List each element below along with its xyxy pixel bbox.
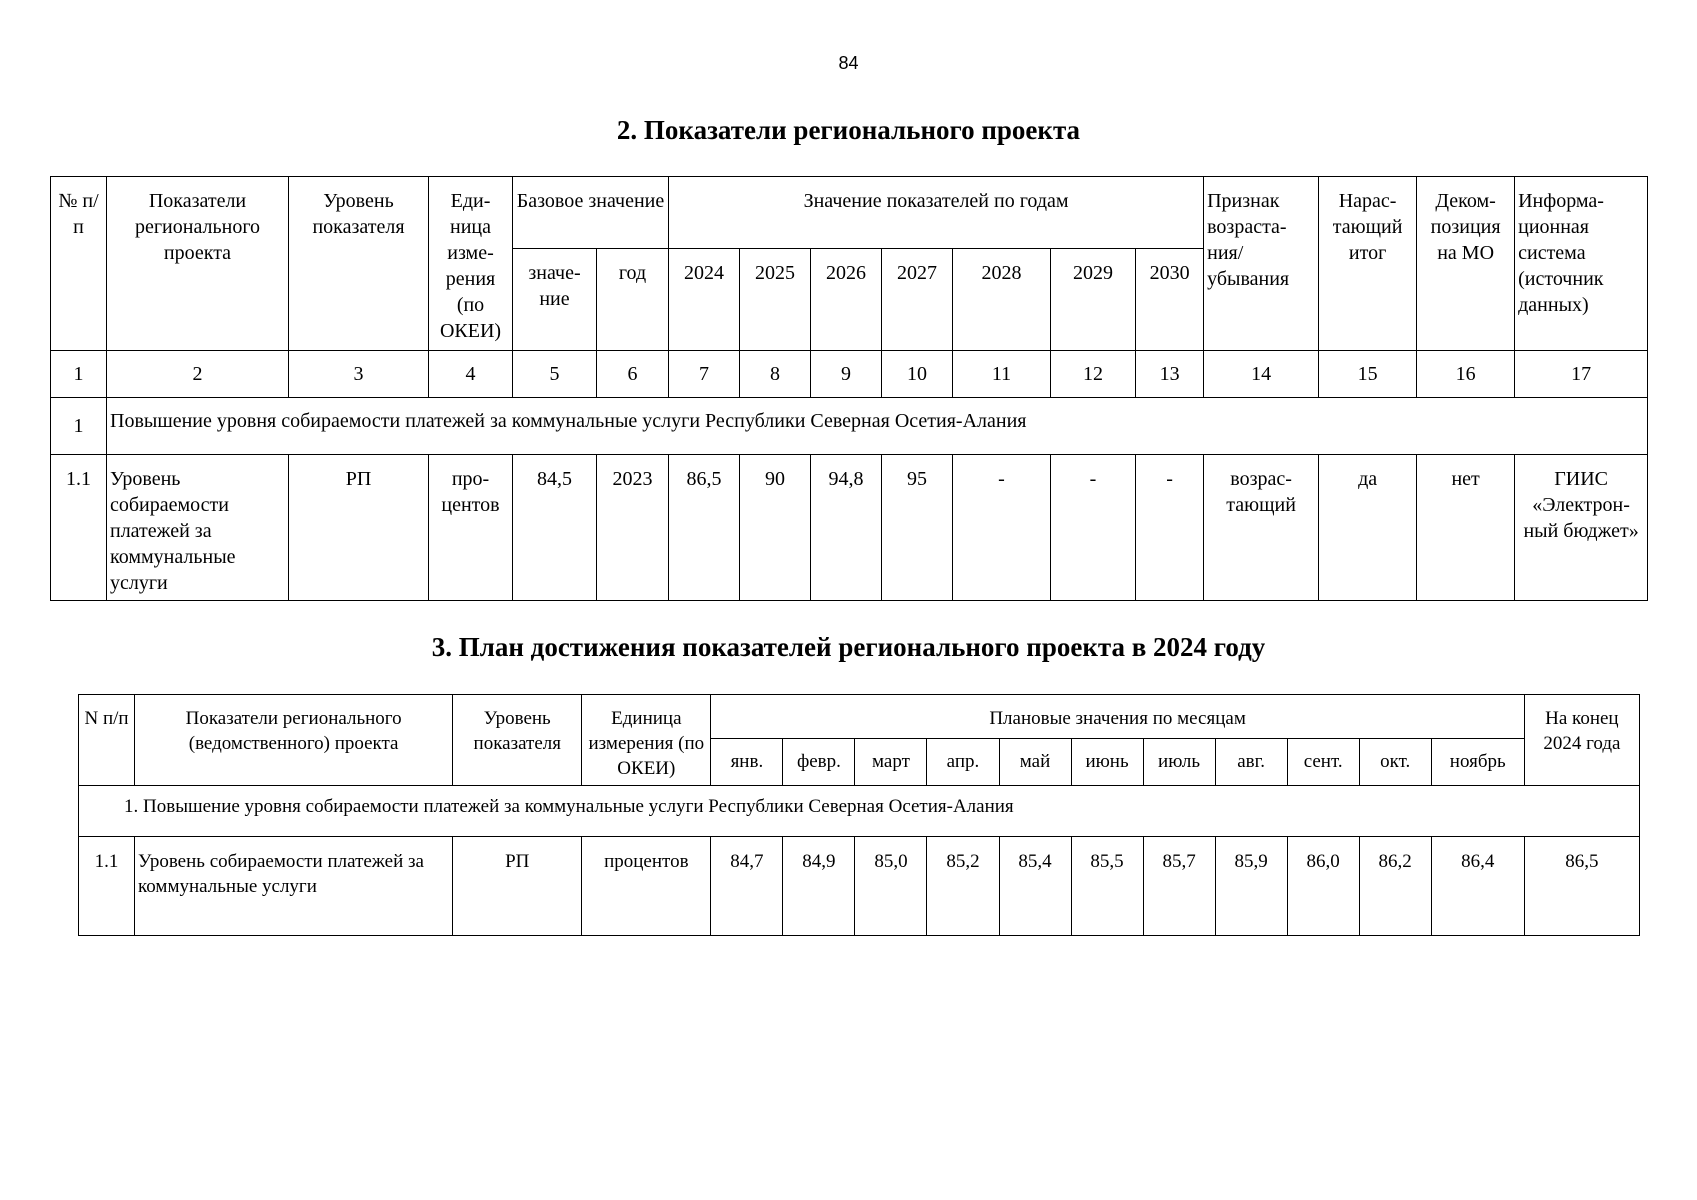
column-number: 4 [429,351,513,398]
col-header-year: 2026 [811,249,882,351]
row-level: РП [289,455,429,601]
row-level: РП [453,837,582,936]
row-unit: процентов [582,837,711,936]
row-month-value: 86,0 [1287,837,1359,936]
column-number: 12 [1051,351,1136,398]
row-month-value: 85,7 [1143,837,1215,936]
section-row [51,398,1648,455]
col-header-month: янв. [711,738,783,785]
row-sign: возрас- тающий [1204,455,1319,601]
row-year-value: 90 [740,455,811,601]
column-number: 8 [740,351,811,398]
row-base-year: 2023 [597,455,669,601]
row-month-value: 84,7 [711,837,783,936]
row-year-value: 86,5 [669,455,740,601]
col-header-decomposition: Деком- позиция на МО [1417,177,1515,351]
col-header-month: апр. [927,738,999,785]
row-year-value: 94,8 [811,455,882,601]
row-base-value: 84,5 [513,455,597,601]
col-header-level: Уровень показателя [453,695,582,786]
page-number: 84 [838,53,859,73]
column-number: 14 [1204,351,1319,398]
table-row [79,837,1640,936]
section-3-title: 3. План достижения показателей регионального проекта в 2024 году [431,632,1266,662]
col-header-unit: Еди- ница изме- рения (по ОКЕИ) [429,177,513,351]
section-row-text: Повышение уровня собираемости платежей за коммунальные услуги Республики Северная Осетия-Алания [107,398,1648,455]
column-number: 7 [669,351,740,398]
section-row-text: 1. Повышение уровня собираемости платежей за коммунальные услуги Республики Северная Осетия-Алания [79,786,1640,837]
col-header-year: 2025 [740,249,811,351]
column-number: 15 [1319,351,1417,398]
row-cumulative: да [1319,455,1417,601]
col-header-year: 2029 [1051,249,1136,351]
row-year-value: - [1051,455,1136,601]
col-header-month: июнь [1071,738,1143,785]
col-header-level: Уровень показателя [289,177,429,351]
col-header-base: Базовое значение [513,177,669,249]
col-header-year: 2024 [669,249,740,351]
row-num: 1.1 [51,455,107,601]
col-header-monthly: Плановые значения по месяцам [711,695,1524,739]
table-row [51,455,1648,601]
col-header-month: февр. [783,738,855,785]
col-header-month: сент. [1287,738,1359,785]
column-number-row [51,351,1648,398]
col-header-indicators: Показатели регионального проекта [107,177,289,351]
column-number: 17 [1515,351,1648,398]
column-number: 11 [953,351,1051,398]
col-header-base-year: год [597,249,669,351]
col-header-sign: Признак возраста- ния/ убывания [1204,177,1319,351]
row-month-value: 86,4 [1431,837,1524,936]
table-header-row [79,695,1640,739]
column-number: 9 [811,351,882,398]
table-header-row [51,177,1648,249]
col-header-year-end: На конец 2024 года [1524,695,1639,786]
col-header-year: 2028 [953,249,1051,351]
col-header-month: июль [1143,738,1215,785]
col-header-month: ноябрь [1431,738,1524,785]
row-year-value: 95 [882,455,953,601]
col-header-month: май [999,738,1071,785]
row-month-value: 85,2 [927,837,999,936]
row-decomposition: нет [1417,455,1515,601]
col-header-year: 2027 [882,249,953,351]
section-row [79,786,1640,837]
row-month-value: 85,4 [999,837,1071,936]
column-number: 2 [107,351,289,398]
col-header-info-system: Информа- ционная система (источник данных) [1515,177,1648,351]
column-number: 6 [597,351,669,398]
section-2-title: 2. Показатели регионального проекта [616,115,1081,145]
column-number: 10 [882,351,953,398]
col-header-values-by-year: Значение показателей по годам [669,177,1204,249]
col-header-year: 2030 [1136,249,1204,351]
row-year-value: - [1136,455,1204,601]
col-header-month: март [855,738,927,785]
col-header-base-value: значе- ние [513,249,597,351]
column-number: 5 [513,351,597,398]
col-header-num: N п/п [79,695,135,786]
column-number: 13 [1136,351,1204,398]
col-header-unit: Единица измерения (по ОКЕИ) [582,695,711,786]
monthly-plan-table [78,694,1640,936]
col-header-num: № п/п [51,177,107,351]
row-year-value: - [953,455,1051,601]
regional-indicators-table [50,176,1648,601]
row-indicator: Уровень собираемости платежей за коммунальные услуги [107,455,289,601]
row-info-system: ГИИС «Электрон- ный бюджет» [1515,455,1648,601]
column-number: 1 [51,351,107,398]
section-row-num: 1 [51,398,107,455]
row-month-value: 84,9 [783,837,855,936]
row-month-value: 86,2 [1359,837,1431,936]
row-year-end: 86,5 [1524,837,1639,936]
col-header-indicators: Показатели регионального (ведомственного) проекта [135,695,453,786]
column-number: 3 [289,351,429,398]
row-month-value: 85,5 [1071,837,1143,936]
row-unit: про- центов [429,455,513,601]
row-month-value: 85,9 [1215,837,1287,936]
row-indicator: Уровень собираемости платежей за коммунальные услуги [135,837,453,936]
col-header-month: окт. [1359,738,1431,785]
column-number: 16 [1417,351,1515,398]
row-month-value: 85,0 [855,837,927,936]
col-header-cumulative: Нарас- тающий итог [1319,177,1417,351]
row-num: 1.1 [79,837,135,936]
col-header-month: авг. [1215,738,1287,785]
